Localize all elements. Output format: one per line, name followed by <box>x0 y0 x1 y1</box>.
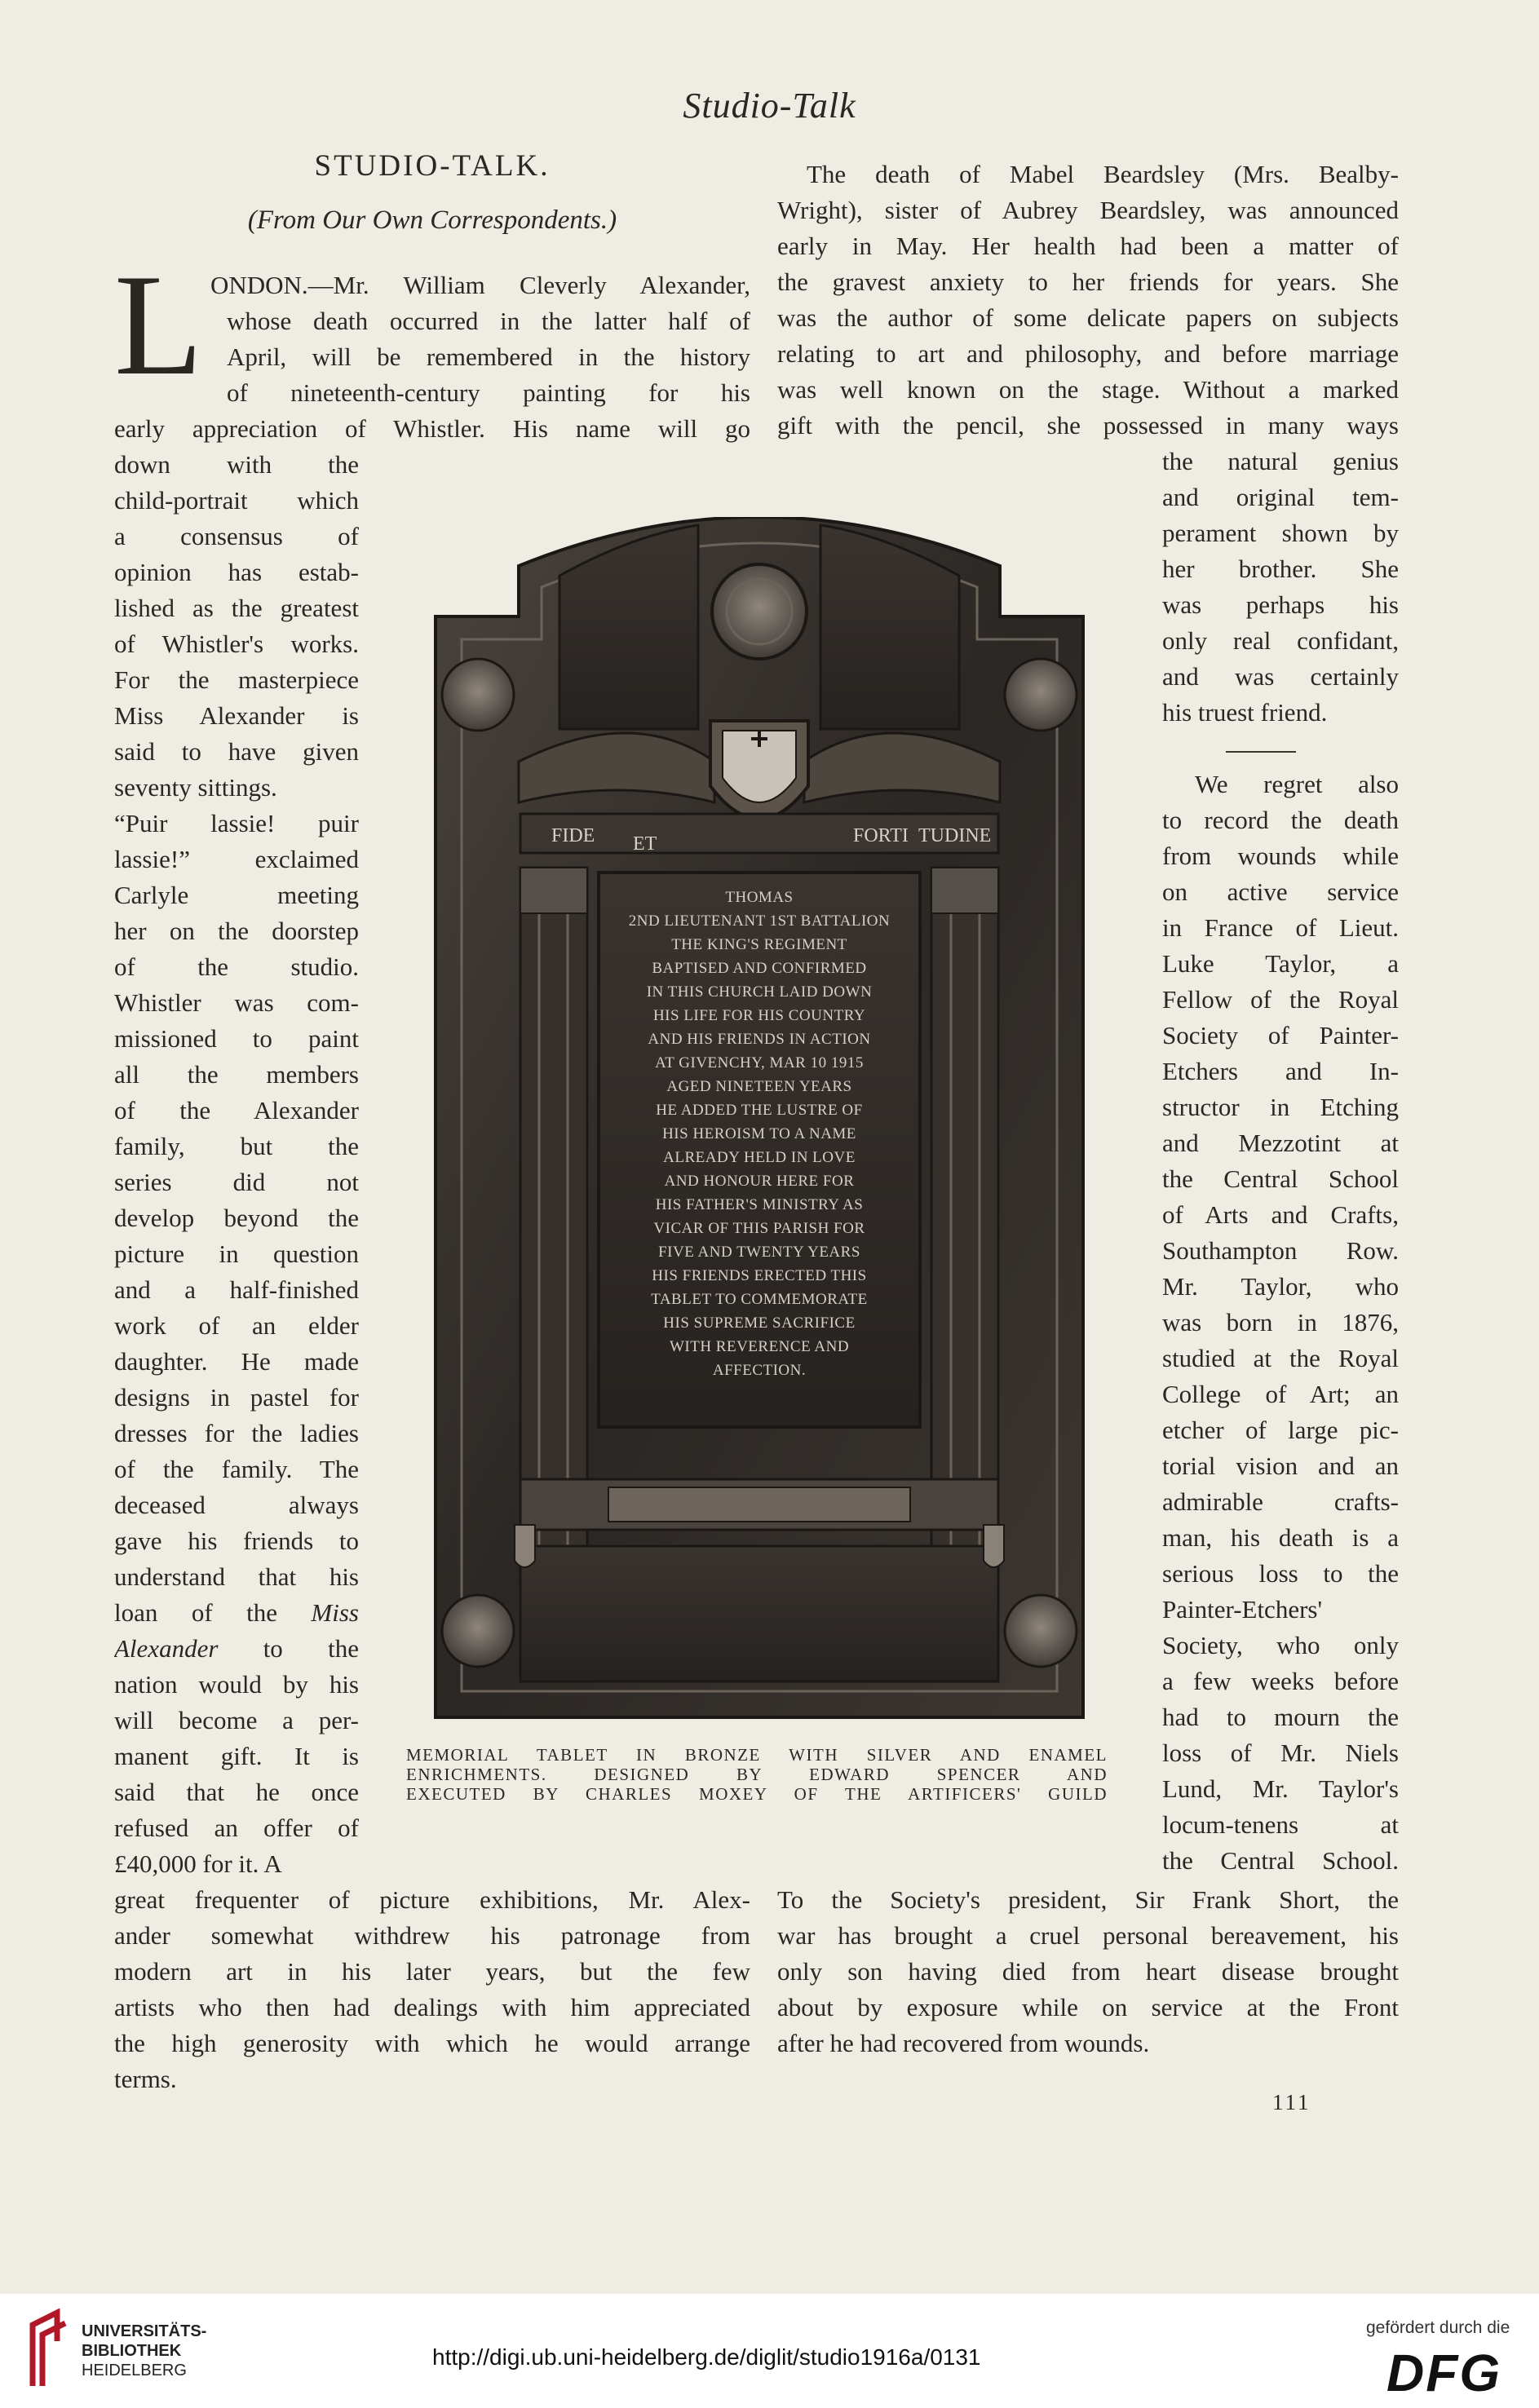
inscription-line: TABLET TO COMMEMORATE <box>651 1291 868 1308</box>
section-divider <box>1226 751 1296 753</box>
text-line: lished as the greatest <box>114 594 359 622</box>
inscription-line: HIS HEROISM TO A NAME <box>662 1125 856 1142</box>
text-line: will become a per- <box>114 1706 359 1734</box>
library-name-line: BIBLIOTHEK <box>82 2342 182 2360</box>
motto-word: FORTI <box>853 825 909 846</box>
text-line: work of an elder <box>114 1311 359 1340</box>
inscription-line: WITH REVERENCE AND <box>669 1338 850 1355</box>
inscription-line: 2ND LIEUTENANT 1ST BATTALION <box>628 912 891 930</box>
text-line: and a half-finished <box>114 1275 359 1304</box>
text-line: the natural genius <box>1162 447 1399 475</box>
text-line: Miss Alexander is <box>114 701 359 730</box>
text-line: was well known on the stage. Without a marked <box>777 375 1399 404</box>
text-line: artists who then had dealings with him appreciated <box>114 1993 750 2021</box>
text-line: etcher of large pic- <box>1162 1416 1399 1444</box>
text-line: man, his death is a <box>1162 1523 1399 1552</box>
section-subtitle: (From Our Own Correspondents.) <box>247 205 617 235</box>
text-line: Fellow of the Royal <box>1162 985 1399 1014</box>
inscription-line: AT GIVENCHY, MAR 10 1915 <box>655 1054 864 1071</box>
text-line: loss of Mr. Niels <box>1162 1739 1399 1767</box>
inscription-line: HIS FRIENDS ERECTED THIS <box>652 1267 867 1284</box>
source-url-link[interactable]: http://digi.ub.uni-heidelberg.de/diglit/studio1916a/0131 <box>432 2344 981 2370</box>
drop-cap: L <box>114 244 203 405</box>
funding-note: gefördert durch die <box>1366 2318 1510 2337</box>
text-line: of nineteenth-century painting for his <box>227 378 750 407</box>
left-bottom-paragraph <box>114 1882 750 2097</box>
text-line: admirable crafts- <box>1162 1487 1399 1516</box>
text-line: in France of Lieut. <box>1162 913 1399 942</box>
text-line: picture in question <box>114 1239 359 1268</box>
library-name-line: UNIVERSITÄTS- <box>82 2322 207 2340</box>
text-line: seventy sittings. <box>114 773 277 802</box>
text-line: from wounds while <box>1162 842 1399 870</box>
text-line: Lund, Mr. Taylor's <box>1162 1774 1399 1803</box>
left-narrow-column <box>114 447 359 1882</box>
motto-word: TUDINE <box>918 825 992 846</box>
text-line: develop beyond the <box>114 1204 359 1232</box>
text-line: the Central School. <box>1162 1846 1399 1875</box>
inscription-line: HIS LIFE FOR HIS COUNTRY <box>652 1007 866 1024</box>
inscription-line: AGED NINETEEN YEARS <box>666 1078 852 1095</box>
text-line: and original tem- <box>1162 483 1399 511</box>
text-line: designs in pastel for <box>114 1383 359 1412</box>
tablet-inscription <box>629 889 891 1379</box>
text-line: torial vision and an <box>1162 1451 1399 1480</box>
text-line: College of Art; an <box>1162 1380 1399 1408</box>
text-line: The death of Mabel Beardsley (Mrs. Bealby- <box>807 160 1399 188</box>
inscription-line: HIS FATHER'S MINISTRY AS <box>655 1196 864 1213</box>
inscription-line: FIVE AND TWENTY YEARS <box>658 1244 860 1261</box>
text-line: Mr. Taylor, who <box>1162 1272 1399 1301</box>
intro-paragraph <box>210 267 750 411</box>
text-line: nation would by his <box>114 1670 359 1699</box>
text-line: down with the <box>114 450 359 479</box>
text-line: opinion has estab- <box>114 558 359 586</box>
text-line: only son having died from heart disease brought <box>777 1957 1399 1986</box>
text-line: early appreciation of Whistler. His name will go <box>114 414 750 443</box>
text-line: had to mourn the <box>1162 1703 1399 1731</box>
text-line: child-portrait which <box>114 486 359 515</box>
text-line: on active service <box>1162 877 1399 906</box>
text-line: Etchers and In- <box>1162 1057 1399 1085</box>
text-line: great frequenter of picture exhibitions, Mr. Alex- <box>114 1885 750 1914</box>
inscription-line: VICAR OF THIS PARISH FOR <box>653 1220 865 1237</box>
text-line: said that he once <box>114 1778 359 1806</box>
text-line: and Mezzotint at <box>1162 1129 1399 1157</box>
text-line: was the author of some delicate papers on subjects <box>777 303 1399 332</box>
text-line: of the studio. <box>114 952 359 981</box>
caption-line: MEMORIAL TABLET IN BRONZE WITH SILVER AND ENAMEL <box>406 1745 1108 1765</box>
text-line: Society, who only <box>1162 1631 1399 1659</box>
text-line: Alexander to the <box>114 1634 359 1663</box>
text-line: serious loss to the <box>1162 1559 1399 1588</box>
text-line: a few weeks before <box>1162 1667 1399 1695</box>
text-line: relating to art and philosophy, and before marriage <box>777 339 1399 368</box>
right-narrow-column-a <box>1162 444 1399 731</box>
text-line: We regret also <box>1195 770 1399 798</box>
text-line: after he had recovered from wounds. <box>777 2029 1150 2057</box>
text-line: only real confidant, <box>1162 626 1399 655</box>
text-line: her brother. She <box>1162 555 1399 583</box>
running-head: Studio-Talk <box>683 86 856 126</box>
text-line: was born in 1876, <box>1162 1308 1399 1337</box>
text-line: his truest friend. <box>1162 698 1328 727</box>
inscription-line: AFFECTION. <box>712 1362 807 1379</box>
text-line: of Arts and Crafts, <box>1162 1200 1399 1229</box>
text-line: family, but the <box>114 1132 359 1160</box>
text-line: war has brought a cruel personal bereavement, his <box>777 1921 1399 1950</box>
text-line: ONDON.—Mr. William Cleverly Alexander, <box>210 271 750 299</box>
memorial-tablet-illustration <box>429 517 1090 1724</box>
inscription-line: ALREADY HELD IN LOVE <box>663 1149 856 1166</box>
digitization-footer <box>0 2294 1539 2408</box>
library-logo-icon <box>24 2309 72 2390</box>
text-line: about by exposure while on service at the Front <box>777 1993 1399 2021</box>
text-line: Whistler was com- <box>114 988 359 1017</box>
text-line: £40,000 for it. A <box>114 1849 282 1878</box>
text-line: Society of Painter- <box>1162 1021 1399 1049</box>
text-line: series did not <box>114 1168 359 1196</box>
page-number: 111 <box>1272 2090 1311 2114</box>
library-name-line: HEIDELBERG <box>82 2362 187 2379</box>
text-line: refused an offer of <box>114 1814 359 1842</box>
text-line: of the Alexander <box>114 1096 359 1124</box>
text-line: gift with the pencil, she possessed in many ways <box>777 411 1399 440</box>
text-line: and was certainly <box>1162 662 1399 691</box>
text-line: structor in Etching <box>1162 1093 1399 1121</box>
motto-word: FIDE <box>551 825 595 846</box>
text-line: “Puir lassie! puir <box>114 809 359 837</box>
right-bottom-paragraph <box>777 1882 1399 2061</box>
text-line: said to have given <box>114 737 359 766</box>
inscription-line: HIS SUPREME SACRIFICE <box>663 1314 856 1332</box>
text-line: was perhaps his <box>1162 590 1399 619</box>
text-line: daughter. He made <box>114 1347 359 1376</box>
text-line: Southampton Row. <box>1162 1236 1399 1265</box>
intro-paragraph-tail <box>114 411 750 447</box>
text-line: of the family. The <box>114 1455 359 1483</box>
inscription-line: BAPTISED AND CONFIRMED <box>652 960 867 977</box>
text-line: to record the death <box>1162 806 1399 834</box>
dfg-logo: DFG <box>1386 2344 1502 2402</box>
inscription-line: AND HIS FRIENDS IN ACTION <box>648 1031 871 1048</box>
caption-line: EXECUTED BY CHARLES MOXEY OF THE ARTIFICERS' GUILD <box>406 1784 1108 1804</box>
text-line: the Central School <box>1162 1164 1399 1193</box>
inscription-line: THOMAS <box>725 889 794 906</box>
caption-line: ENRICHMENTS. DESIGNED BY EDWARD SPENCER AND <box>406 1765 1108 1784</box>
right-top-paragraph <box>777 157 1399 444</box>
library-name <box>82 2322 206 2380</box>
section-title: STUDIO-TALK. <box>314 149 551 183</box>
text-line: the gravest anxiety to her friends for years. She <box>777 267 1399 296</box>
text-line: loan of the Miss <box>114 1598 359 1627</box>
inscription-line: IN THIS CHURCH LAID DOWN <box>646 983 873 1001</box>
text-line: of Whistler's works. <box>114 630 359 658</box>
text-line: perament shown by <box>1162 519 1399 547</box>
text-line: Luke Taylor, a <box>1162 949 1399 978</box>
text-line: locum-tenens at <box>1162 1810 1399 1839</box>
text-line: manent gift. It is <box>114 1742 359 1770</box>
text-line: deceased always <box>114 1491 359 1519</box>
right-narrow-column-b <box>1162 767 1399 1879</box>
text-line: To the Society's president, Sir Frank Short, the <box>777 1885 1399 1914</box>
text-line: lassie!” exclaimed <box>114 845 359 873</box>
text-line: early in May. Her health had been a matter of <box>777 232 1399 260</box>
text-line: Carlyle meeting <box>114 881 359 909</box>
figure-caption <box>406 1745 1108 1804</box>
text-line: missioned to paint <box>114 1024 359 1053</box>
text-line: studied at the Royal <box>1162 1344 1399 1372</box>
text-line: a consensus of <box>114 522 359 550</box>
text-line: April, will be remembered in the history <box>227 342 750 371</box>
text-line: gave his friends to <box>114 1527 359 1555</box>
text-line: dresses for the ladies <box>114 1419 359 1447</box>
text-line: whose death occurred in the latter half of <box>227 307 750 335</box>
text-line: terms. <box>114 2065 177 2093</box>
motto-word: ET <box>633 833 657 855</box>
text-line: Wright), sister of Aubrey Beardsley, was announced <box>777 196 1399 224</box>
text-line: understand that his <box>114 1562 359 1591</box>
inscription-line: THE KING'S REGIMENT <box>671 936 847 953</box>
text-line: modern art in his later years, but the few <box>114 1957 750 1986</box>
text-line: For the masterpiece <box>114 665 359 694</box>
text-line: Painter-Etchers' <box>1162 1595 1323 1624</box>
text-line: ander somewhat withdrew his patronage from <box>114 1921 750 1950</box>
inscription-line: AND HONOUR HERE FOR <box>664 1173 855 1190</box>
inscription-line: HE ADDED THE LUSTRE OF <box>656 1102 863 1119</box>
text-line: her on the doorstep <box>114 917 359 945</box>
text-line: the high generosity with which he would arrange <box>114 2029 750 2057</box>
text-line: all the members <box>114 1060 359 1089</box>
